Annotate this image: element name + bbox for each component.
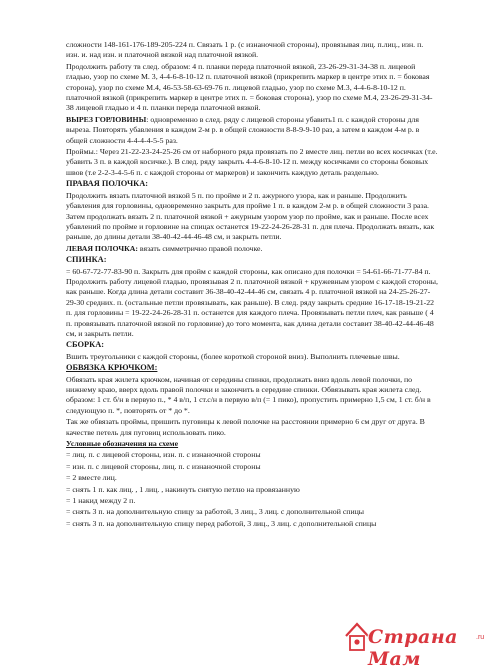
section-heading: СПИНКА:	[66, 255, 107, 265]
legend-title: Условные обозначения на схеме	[66, 439, 179, 449]
legend-item: = лиц. п. с лицевой стороны, изн. п. с изнаночной стороны	[66, 450, 261, 460]
watermark-suffix: .ru	[476, 634, 485, 641]
section-heading: ОБВЯЗКА КРЮЧКОМ:	[66, 363, 158, 373]
section-heading: ЛЕВАЯ ПОЛОЧКА:	[66, 243, 138, 253]
section-text: Продолжить вязать платочной вязкой 5 п. по пройме и 2 п. ажурного узора, как и раньше. Продолжить убавления для горловины, одновременно закрыть для пройме 1 п. в каждом 2-м р. в общей сложности 3 раза. Затем продолжать вязать 2 п. платочной вязкой + ажурным узором узор по пройме, как и раньше. После всех убавлений по пройме и горловине на спицах останется 19-22-24-26-28-31 п. для плеча. Продолжать вязать, как раньше, до длины детали 38-40-42-44-46-48 см, и закрыть петли.	[66, 190, 435, 242]
section-text: вязать симметрично правой полочке.	[137, 243, 263, 253]
legend-item: = снять 1 п. как лиц. , 1 лиц. , накинуть снятую петлю на провязанную	[66, 484, 300, 494]
section-heading: ВЫРЕЗ ГОРЛОВИНЫ	[66, 114, 147, 124]
paragraph: Так же обвязать проймы, пришить пуговицы к левой полочке на расстоянии примерно 6 см друг от друга. В качестве петель для пуговиц использовать пико.	[66, 417, 425, 437]
section-text: Обвязать края жилета крючком, начиная от середины спинки, продолжать вниз вдоль левой полочки, по нижнему краю, вверх вдоль правой полочки и закончить в середине спинки. Обвязывать края жилета след. образом: 1 ст. б/н в первую п., * 4 в/п, 1 ст.с/н в первую в/п (= 1 пико), пропустить примерно 1,5 см, 1 ст. б/н в следующую п. *, повторять от * до *.	[66, 374, 431, 415]
legend-item: = снять 3 п. на дополнительную спицу перед работой, 3 лиц., 3 лиц. с дополнительной спицы	[66, 518, 377, 528]
section-text: Вшить треугольники с каждой стороны, (более короткой стороной вниз). Выполнить плечевые швы.	[66, 351, 400, 361]
watermark-text: Страна Мам	[368, 626, 458, 670]
section-neckline	[66, 115, 438, 146]
paragraph: сложности 148-161-176-189-205-224 п. Связать 1 р. (с изнаночной стороны), провязывая лиц. п.лиц., изн. п. изн. и. над изн. и платочной вязкой над платочной вязкой.	[66, 40, 424, 60]
legend-item: = снять 3 п. на дополнительную спицу за работой, 3 лиц., 3 лиц. с дополнительной спицы	[66, 507, 365, 517]
document-page	[66, 40, 438, 530]
section-text: = 60-67-72-77-83-90 п. Закрыть для пройм с каждой стороны, как описано для полочки = 54-61-66-71-77-84 п. Продолжить работу лицевой гладью, провязывая 2 п. платочной вязкой + кружевным узором с каждой стороны, как раньше. Когда длина детали составит 36-38-40-42-44-46 см, связать 4 р. платочной вязкой на 24-25-26-27-29-30 средних. п. (остальные петли провязывать, как раньше). В след. ряду закрыть средние 16-17-18-19-21-22 п. для горловины = 19-22-24-26-28-31 п. останется для каждого плеча. Провязывать петли плеч, как раньше ( 4 п. провязывать платочной вязкой по горловине) до того момента, как длина детали составит 38-40-42-44-46-48 см, и закрыть петли.	[66, 266, 438, 338]
paragraph: Проймы.: Через 21-22-23-24-25-26 см от наборного ряда провязать по 2 вместе лиц. петли во всех косичках (т.е. убавить 3 п. в каждой косичке.). В след. ряду закрыть 4-4-6-8-10-12 п. между косичками со стороны боковых швов (т.е 2-2-3-4-5-6 п. с каждой стороны от маркеров) и закончить каждую деталь раздельно.	[66, 147, 438, 177]
section-left-front	[66, 244, 438, 254]
section-text: : одновременно в след. ряду с лицевой стороны убавить1 п. с каждой стороны для выреза. Повторять убавления в каждом 2-м р. в общей сложности 8-8-9-9-10 раз, а затем в каждом 4-м р. в общей сложности 4-4-4-4-5-5 раз.	[66, 114, 420, 145]
site-watermark	[342, 618, 492, 670]
paragraph: Продолжить работу тв след. образом: 4 п. планки переда платочной вязкой, 23-26-29-31-34-38 п. лицевой гладью, узор по схеме М. 3, 4-4-6-8-10-12 п. платочной вязкой (прикрепить маркер в центре этих п. = боковая сторона), узор по схеме М.4, 46-53-58-63-69-76 п. лицевой гладью, узор по схеме М.3, 4-4-6-8-10-12 п. платочной вязкой (прикрепить маркер в центре этих п. = боковая сторона), узор по схеме М.4, 23-26-29-31-34-38 лицевой гладью и 4 п. планки переда платочной вязкой.	[66, 61, 433, 113]
section-heading: ПРАВАЯ ПОЛОЧКА:	[66, 179, 149, 189]
legend-item: = изн. п. с лицевой стороны, лиц. п. с изнаночной стороны	[66, 461, 261, 471]
legend-item: = 2 вместе лиц.	[66, 473, 117, 483]
section-heading: СБОРКА:	[66, 340, 105, 350]
legend-item: = 1 накид между 2 п.	[66, 496, 136, 506]
